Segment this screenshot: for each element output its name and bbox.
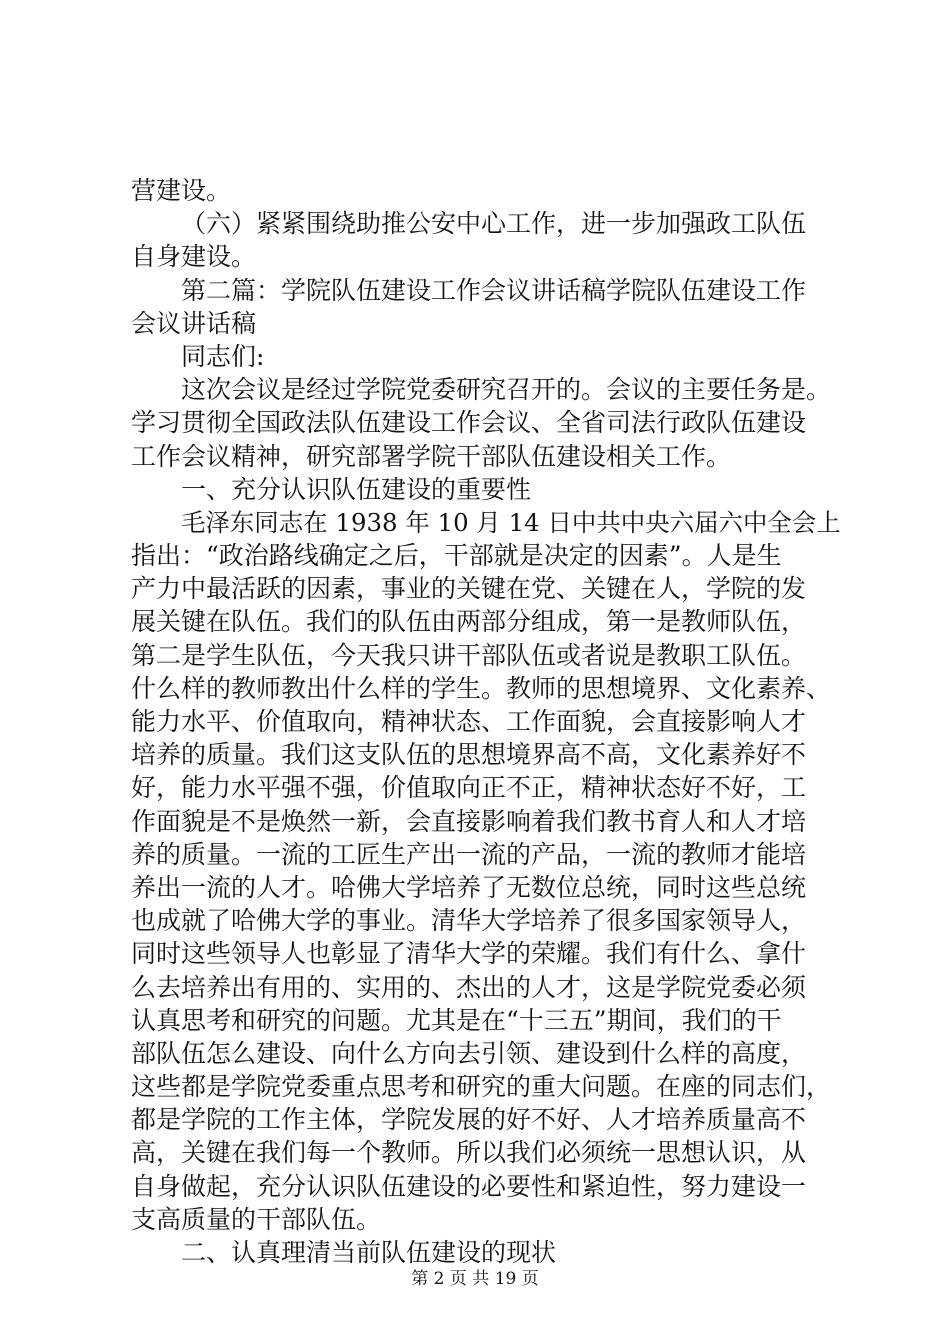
- text-line: （六）紧紧围绕助推公安中心工作，进一步加强政工队伍: [181, 209, 807, 239]
- text-line: 产力中最活跃的因素，事业的关键在党、关键在人，学院的发: [131, 574, 807, 604]
- text-line: 什么样的教师教出什么样的学生。教师的思想境界、文化素养、: [131, 673, 832, 703]
- text-line: 同志们:: [181, 341, 265, 371]
- text-line: 第二是学生队伍，今天我只讲干部队伍或者说是教职工队伍。: [131, 640, 807, 670]
- text-line: 毛泽东同志在 1938 年 10 月 14 日中共中央六届六中全会上: [181, 507, 841, 537]
- body-text: [131, 174, 841, 1269]
- text-line: 部队伍怎么建设、向什么方向去引领、建设到什么样的高度，: [131, 1038, 807, 1068]
- text-line: 二、认真理清当前队伍建设的现状: [181, 1238, 557, 1267]
- text-line: 也成就了哈佛大学的事业。清华大学培养了很多国家领导人，: [131, 906, 807, 936]
- text-line: 能力水平、价值取向，精神状态、工作面貌，会直接影响人才: [131, 707, 807, 736]
- text-line: 这次会议是经过学院党委研究召开的。会议的主要任务是。: [181, 375, 832, 405]
- text-line: 都是学院的工作主体，学院发展的好不好、人才培养质量高不: [131, 1105, 807, 1135]
- text-line: 一、充分认识队伍建设的重要性: [181, 474, 532, 504]
- page-footer: 第 2 页 共 19 页: [411, 1269, 539, 1289]
- text-line: 工作会议精神，研究部署学院干部队伍建设相关工作。: [131, 441, 732, 471]
- text-line: 第二篇：学院队伍建设工作会议讲话稿学院队伍建设工作: [181, 275, 807, 305]
- text-line: 认真思考和研究的问题。尤其是在“十三五”期间，我们的干: [131, 1005, 782, 1035]
- text-line: 学习贯彻全国政法队伍建设工作会议、全省司法行政队伍建设: [131, 408, 807, 438]
- text-line: 营建设。: [131, 176, 232, 205]
- text-line: 么去培养出有用的、实用的、杰出的人才，这是学院党委必须: [131, 972, 807, 1002]
- text-line: 同时这些领导人也彰显了清华大学的荣耀。我们有什么、拿什: [131, 939, 807, 969]
- text-line: 会议讲话稿: [131, 308, 257, 338]
- text-line: 自身做起，充分认识队伍建设的必要性和紧迫性，努力建设一: [131, 1171, 807, 1201]
- text-line: 展关键在队伍。我们的队伍由两部分组成，第一是教师队伍，: [131, 607, 807, 637]
- text-line: 作面貌是不是焕然一新，会直接影响着我们教书育人和人才培: [131, 806, 807, 836]
- text-line: 这些都是学院党委重点思考和研究的重大问题。在座的同志们，: [131, 1072, 832, 1102]
- text-line: 养的质量。一流的工匠生产出一流的产品，一流的教师才能培: [131, 839, 807, 869]
- text-line: 指出：“政治路线确定之后，干部就是决定的因素”。人是生: [131, 541, 782, 571]
- text-line: 高，关键在我们每一个教师。所以我们必须统一思想认识，从: [131, 1138, 807, 1168]
- text-line: 好，能力水平强不强，价值取向正不正，精神状态好不好，工: [131, 773, 807, 803]
- text-line: 养出一流的人才。哈佛大学培养了无数位总统，同时这些总统: [131, 872, 807, 902]
- text-line: 自身建设。: [131, 242, 257, 272]
- text-line: 支高质量的干部队伍。: [131, 1204, 382, 1234]
- text-line: 培养的质量。我们这支队伍的思想境界高不高，文化素养好不: [131, 740, 807, 770]
